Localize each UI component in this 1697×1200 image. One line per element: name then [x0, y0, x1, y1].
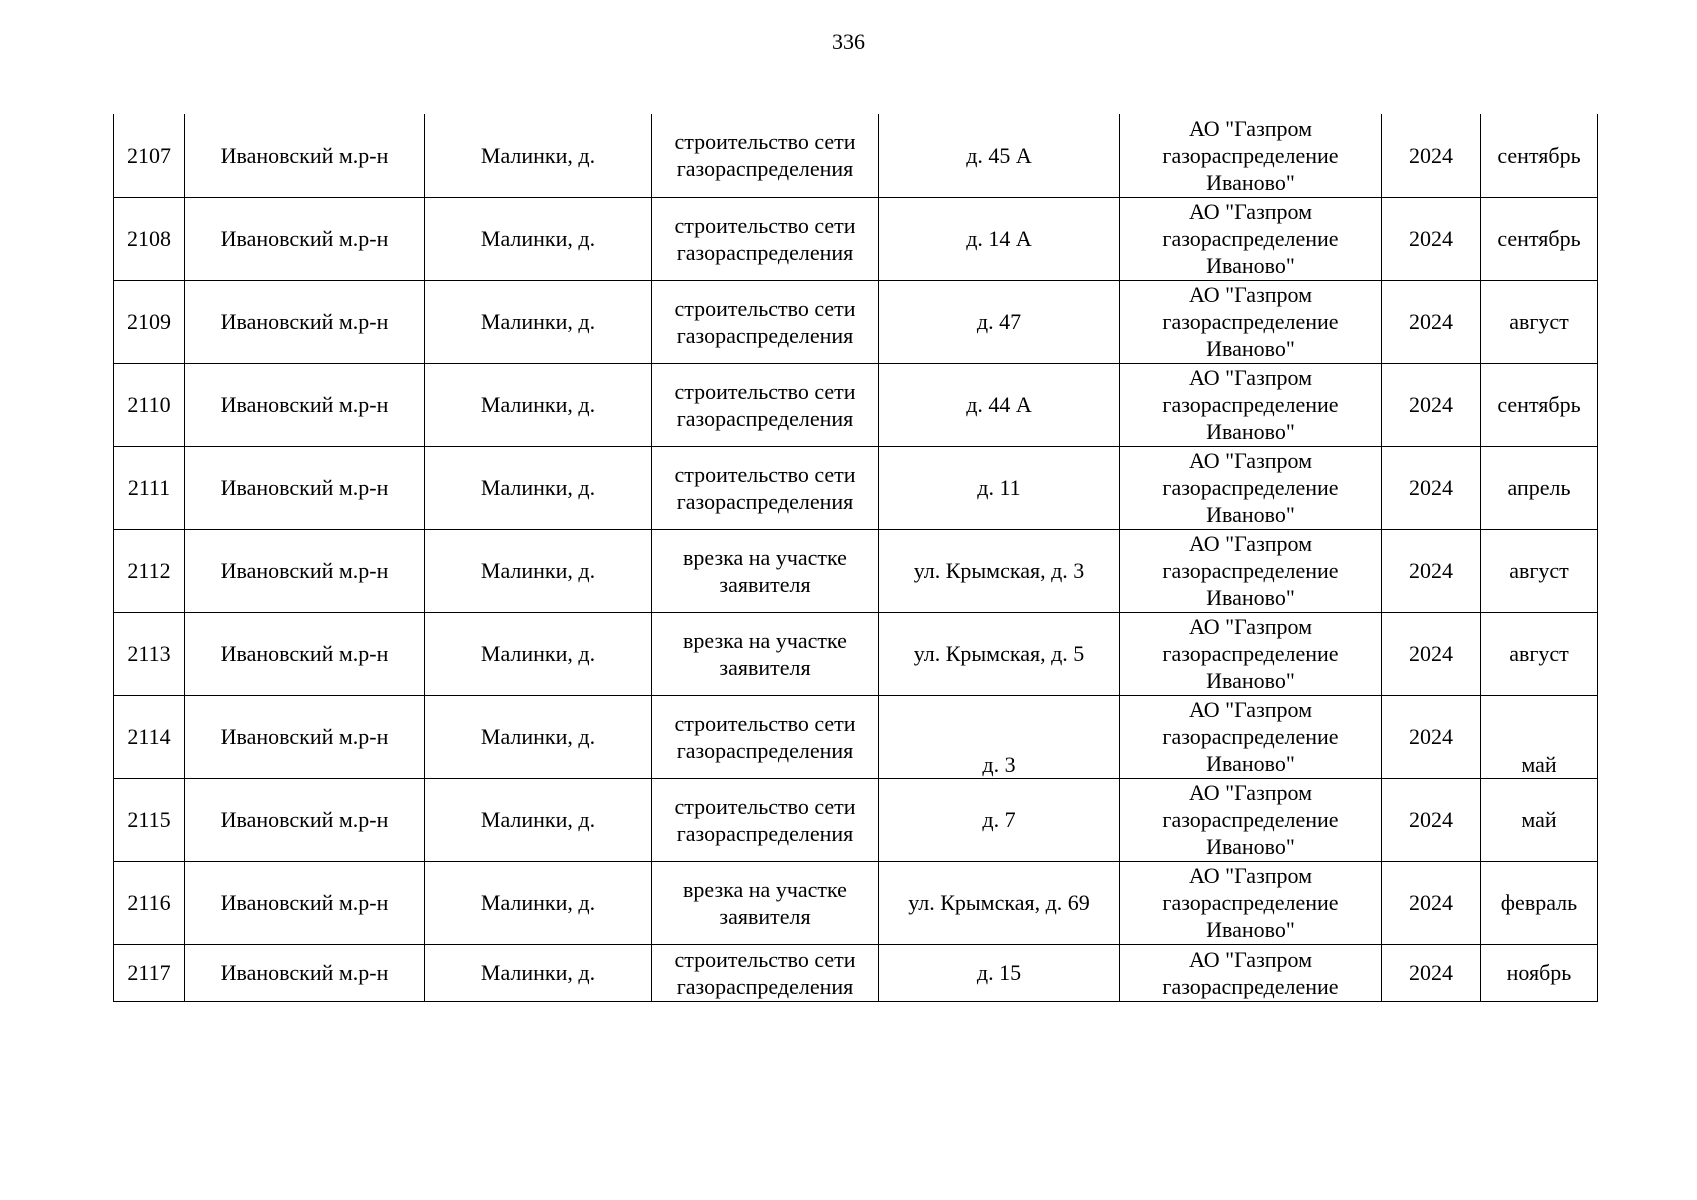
cell-year: 2024 [1382, 446, 1481, 529]
table-row [114, 197, 1598, 280]
cell-month: май [1481, 778, 1598, 861]
page-number: 336 [832, 29, 865, 54]
cell-locality: Малинки, д. [425, 446, 652, 529]
table-row [114, 612, 1598, 695]
cell-address: д. 7 [879, 778, 1120, 861]
cell-work-type: строительство сети газораспределения [652, 695, 879, 778]
cell-district: Ивановский м.р-н [185, 197, 425, 280]
cell-district: Ивановский м.р-н [185, 363, 425, 446]
cell-year: 2024 [1382, 197, 1481, 280]
cell-work-type: врезка на участке заявителя [652, 529, 879, 612]
table-row [114, 114, 1598, 197]
cell-number: 2114 [114, 695, 185, 778]
cell-locality: Малинки, д. [425, 778, 652, 861]
cell-number: 2110 [114, 363, 185, 446]
cell-year: 2024 [1382, 529, 1481, 612]
cell-number: 2108 [114, 197, 185, 280]
cell-organization: АО "Газпром газораспределение Иваново" [1120, 446, 1382, 529]
table-row [114, 695, 1598, 778]
cell-organization: АО "Газпром газораспределение Иваново" [1120, 695, 1382, 778]
cell-address: д. 44 А [879, 363, 1120, 446]
cell-number: 2115 [114, 778, 185, 861]
cell-organization: АО "Газпром газораспределение Иваново" [1120, 612, 1382, 695]
cell-work-type: строительство сети газораспределения [652, 778, 879, 861]
cell-organization: АО "Газпром газораспределение [1120, 944, 1382, 1001]
cell-year: 2024 [1382, 280, 1481, 363]
cell-month: август [1481, 612, 1598, 695]
cell-district: Ивановский м.р-н [185, 529, 425, 612]
cell-month: сентябрь [1481, 363, 1598, 446]
cell-address: ул. Крымская, д. 5 [879, 612, 1120, 695]
cell-locality: Малинки, д. [425, 197, 652, 280]
cell-address: д. 11 [879, 446, 1120, 529]
cell-district: Ивановский м.р-н [185, 695, 425, 778]
cell-work-type: строительство сети газораспределения [652, 446, 879, 529]
cell-address: ул. Крымская, д. 69 [879, 861, 1120, 944]
cell-address: д. 45 А [879, 114, 1120, 197]
cell-month: сентябрь [1481, 197, 1598, 280]
cell-month: август [1481, 529, 1598, 612]
cell-district: Ивановский м.р-н [185, 944, 425, 1001]
table-row [114, 529, 1598, 612]
cell-address: д. 3 [879, 695, 1120, 778]
cell-organization: АО "Газпром газораспределение Иваново" [1120, 114, 1382, 197]
cell-number: 2117 [114, 944, 185, 1001]
cell-number: 2107 [114, 114, 185, 197]
cell-year: 2024 [1382, 861, 1481, 944]
cell-locality: Малинки, д. [425, 280, 652, 363]
cell-district: Ивановский м.р-н [185, 446, 425, 529]
cell-address: д. 15 [879, 944, 1120, 1001]
cell-number: 2116 [114, 861, 185, 944]
cell-locality: Малинки, д. [425, 114, 652, 197]
cell-year: 2024 [1382, 612, 1481, 695]
cell-year: 2024 [1382, 778, 1481, 861]
cell-organization: АО "Газпром газораспределение Иваново" [1120, 529, 1382, 612]
cell-locality: Малинки, д. [425, 612, 652, 695]
cell-organization: АО "Газпром газораспределение Иваново" [1120, 363, 1382, 446]
cell-month: август [1481, 280, 1598, 363]
cell-district: Ивановский м.р-н [185, 861, 425, 944]
cell-locality: Малинки, д. [425, 861, 652, 944]
cell-work-type: строительство сети газораспределения [652, 280, 879, 363]
cell-organization: АО "Газпром газораспределение Иваново" [1120, 861, 1382, 944]
cell-work-type: строительство сети газораспределения [652, 114, 879, 197]
cell-address: д. 47 [879, 280, 1120, 363]
table-row [114, 446, 1598, 529]
gas-connection-table [113, 114, 1598, 1002]
cell-number: 2112 [114, 529, 185, 612]
cell-number: 2113 [114, 612, 185, 695]
cell-district: Ивановский м.р-н [185, 114, 425, 197]
cell-number: 2111 [114, 446, 185, 529]
cell-month: май [1481, 695, 1598, 778]
cell-work-type: строительство сети газораспределения [652, 363, 879, 446]
cell-district: Ивановский м.р-н [185, 778, 425, 861]
cell-organization: АО "Газпром газораспределение Иваново" [1120, 778, 1382, 861]
cell-organization: АО "Газпром газораспределение Иваново" [1120, 197, 1382, 280]
cell-year: 2024 [1382, 363, 1481, 446]
cell-month: ноябрь [1481, 944, 1598, 1001]
cell-month: сентябрь [1481, 114, 1598, 197]
cell-year: 2024 [1382, 114, 1481, 197]
table-row [114, 363, 1598, 446]
table-row [114, 861, 1598, 944]
cell-month: февраль [1481, 861, 1598, 944]
table-row [114, 944, 1598, 1001]
cell-year: 2024 [1382, 695, 1481, 778]
cell-district: Ивановский м.р-н [185, 612, 425, 695]
cell-work-type: врезка на участке заявителя [652, 861, 879, 944]
cell-address: д. 14 А [879, 197, 1120, 280]
table-row [114, 778, 1598, 861]
cell-year: 2024 [1382, 944, 1481, 1001]
cell-locality: Малинки, д. [425, 944, 652, 1001]
cell-locality: Малинки, д. [425, 695, 652, 778]
cell-district: Ивановский м.р-н [185, 280, 425, 363]
cell-locality: Малинки, д. [425, 363, 652, 446]
cell-organization: АО "Газпром газораспределение Иваново" [1120, 280, 1382, 363]
cell-number: 2109 [114, 280, 185, 363]
cell-locality: Малинки, д. [425, 529, 652, 612]
cell-month: апрель [1481, 446, 1598, 529]
table-row [114, 280, 1598, 363]
table-body [114, 114, 1598, 1001]
cell-work-type: врезка на участке заявителя [652, 612, 879, 695]
cell-address: ул. Крымская, д. 3 [879, 529, 1120, 612]
cell-work-type: строительство сети газораспределения [652, 197, 879, 280]
cell-work-type: строительство сети газораспределения [652, 944, 879, 1001]
